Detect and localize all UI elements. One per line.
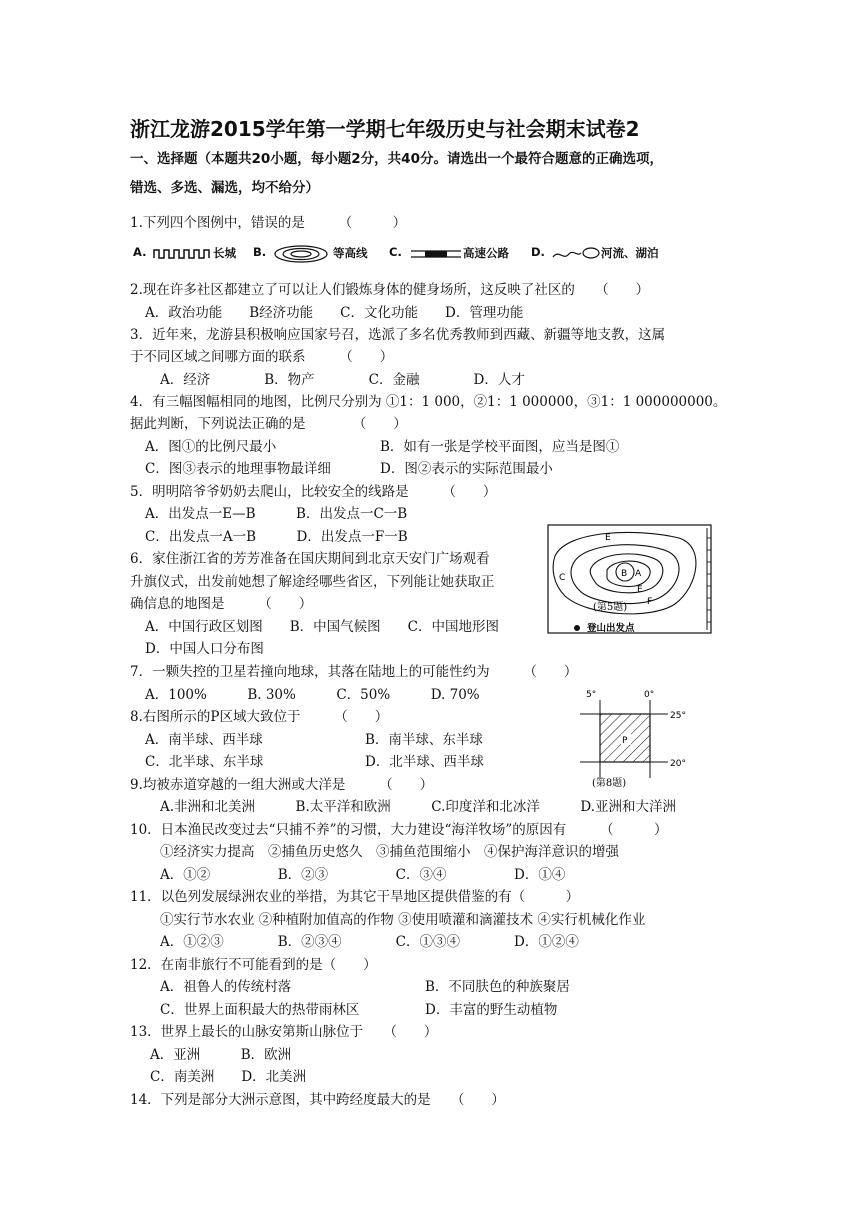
q12-option-b: B．不同肤色的种族聚居 xyxy=(425,979,570,995)
q8-lat-label-25: 25° xyxy=(670,711,686,721)
q8-option-d: D．北半球、西半球 xyxy=(365,754,484,770)
q8-option-a: A．南半球、西半球 xyxy=(145,732,263,748)
great-wall-symbol xyxy=(153,247,213,261)
q1-legend-row xyxy=(133,244,723,264)
q8-lon-label-5: 5° xyxy=(586,690,597,700)
q3-options: A．经济 B．物产 C．金融 D．人才 xyxy=(160,372,525,388)
q1-legend-a-letter: A. xyxy=(133,245,147,259)
q9-options: A.非洲和北美洲 B.太平洋和欧洲 C.印度洋和北冰洋 D.亚洲和大洋洲 xyxy=(160,799,677,815)
q11-stem: 11．以色列发展绿洲农业的举措，为其它干旱地区提供借鉴的有（ ） xyxy=(130,889,580,905)
q6-option-d: D．中国人口分布图 xyxy=(145,641,264,657)
q4-stem-line1: 4．有三幅图幅相同的地图，比例尺分别为 ①1：1 000，②1：1 000000，③1：1 000000000。 xyxy=(130,394,727,410)
q8-lat-label-20: 20° xyxy=(670,759,686,769)
q5-stem: 5．明明陪爷爷奶奶去爬山，比较安全的线路是 （ ） xyxy=(130,484,497,500)
q5-map-label-c: C xyxy=(559,573,566,583)
q5-options-cd: C．出发点一A一B D．出发点一F一B xyxy=(145,529,408,545)
q8-region-p-label: P xyxy=(622,736,628,746)
q6-options: A．中国行政区划图 B．中国气候图 C．中国地形图 xyxy=(145,619,499,635)
section-heading-line1: 一、选择题（本题共20小题，每小题2分，共40分。请选出一个最符合题意的正确选项， xyxy=(130,151,663,167)
q5-map-label-b: B xyxy=(621,569,628,579)
q2-stem: 2.现在许多社区都建立了可以让人们锻炼身体的健身场所，这反映了社区的 （ ） xyxy=(130,282,650,298)
q4-option-b: B．如有一张是学校平面图，应当是图① xyxy=(380,439,620,455)
q1-stem: 1.下列四个图例中，错误的是 （ ） xyxy=(130,215,407,231)
q6-stem-line3: 确信息的地图是 （ ） xyxy=(130,596,313,612)
q5-options-ab: A．出发点一E—B B．出发点一C一B xyxy=(145,506,408,522)
q6-stem-line1: 6．家住浙江省的芳芳准备在国庆期间到北京天安门广场观看 xyxy=(130,551,490,567)
q6-stem-line2: 升旗仪式，出发前她想了解途经哪些省区，下列能让她获取正 xyxy=(130,574,495,590)
q8-option-b: B．南半球、东半球 xyxy=(365,732,483,748)
q5-map-label-e: E xyxy=(605,533,611,543)
q10-options: A．①② B．②③ C．③④ D．①④ xyxy=(160,867,566,883)
q13-options-ab: A．亚洲 B．欧洲 xyxy=(150,1047,292,1063)
q1-legend-c-letter: C. xyxy=(389,245,402,259)
q5-map-label-f: F xyxy=(647,597,653,607)
q4-option-a: A．图①的比例尺最小 xyxy=(145,439,277,455)
q3-stem-line2: 于不同区域之间哪方面的联系 （ ） xyxy=(130,349,394,365)
q1-legend-b-label: 等高线 xyxy=(333,246,368,260)
q1-legend-a-label: 长城 xyxy=(213,246,236,260)
start-point-dot xyxy=(574,625,580,631)
q5-map-label-a: A xyxy=(635,569,642,579)
q8-stem: 8.右图所示的P区域大致位于 （ ） xyxy=(130,709,389,725)
q8-option-c: C．北半球、东半球 xyxy=(145,754,264,770)
q11-items: ①实行节水农业 ②种植附加值高的作物 ③使用喷灌和滴灌技术 ④实行机械化作业 xyxy=(160,912,646,928)
q8-figure-caption: (第8题) xyxy=(592,778,627,789)
q14-stem: 14．下列是部分大洲示意图，其中跨经度最大的是 （ ） xyxy=(130,1092,505,1108)
q13-options-cd: C．南美洲 D．北美洲 xyxy=(150,1069,307,1085)
q12-option-c: C．世界上面积最大的热带雨林区 xyxy=(160,1002,360,1018)
q4-option-c: C．图③表示的地理事物最详细 xyxy=(145,461,331,477)
q3-stem-line1: 3．近年来，龙游县积极响应国家号召，选派了多名优秀教师到西藏、新疆等地支教，这属 xyxy=(130,327,666,343)
q8-lon-label-0: 0° xyxy=(644,690,655,700)
q4-option-d: D．图②表示的实际范围最小 xyxy=(380,461,553,477)
q7-options: A．100% B. 30% C．50% D. 70% xyxy=(145,687,480,703)
q10-items: ①经济实力提高 ②捕鱼历史悠久 ③捕鱼范围缩小 ④保护海洋意识的增强 xyxy=(160,844,619,860)
q12-option-a: A．祖鲁人的传统村落 xyxy=(160,979,292,995)
section-heading-line2: 错选、多选、漏选，均不给分） xyxy=(130,180,319,196)
q1-legend-d-letter: D. xyxy=(531,245,545,259)
contour-line-symbol xyxy=(273,244,331,264)
highway-symbol xyxy=(411,248,461,260)
q12-stem: 12．在南非旅行不可能看到的是（ ） xyxy=(130,957,377,973)
q1-legend-c-label: 高速公路 xyxy=(463,246,509,260)
q12-option-d: D．丰富的野生动植物 xyxy=(425,1002,558,1018)
q4-stem-line2: 据此判断，下列说法正确的是 （ ） xyxy=(130,416,407,432)
q10-stem: 10．日本渔民改变过去“只捕不养”的习惯，大力建设“海洋牧场”的原因有 （ ） xyxy=(130,822,668,838)
q13-stem: 13．世界上最长的山脉安第斯山脉位于 （ ） xyxy=(130,1024,438,1040)
q5-map-label-e2: E xyxy=(637,585,643,595)
river-lake-symbol xyxy=(551,245,601,263)
q1-legend-d-label: 河流、湖泊 xyxy=(601,246,659,260)
q5-map-start-label: 登山出发点 xyxy=(587,623,635,634)
q9-stem: 9.均被赤道穿越的一组大洲或大洋是 （ ） xyxy=(130,777,434,793)
q2-options: A．政治功能 B经济功能 C．文化功能 D．管理功能 xyxy=(145,305,524,321)
q11-options: A．①②③ B．②③④ C．①③④ D．①②④ xyxy=(160,934,579,950)
page-title: 浙江龙游2015学年第一学期七年级历史与社会期末试卷2 xyxy=(130,117,640,141)
q5-contour-map-figure xyxy=(547,524,717,636)
q1-legend-b-letter: B. xyxy=(253,245,267,259)
q5-figure-caption: (第5题) xyxy=(593,602,628,613)
q8-grid-figure xyxy=(570,686,690,790)
q7-stem: 7．一颗失控的卫星若撞向地球，其落在陆地上的可能性约为 （ ） xyxy=(130,664,578,680)
